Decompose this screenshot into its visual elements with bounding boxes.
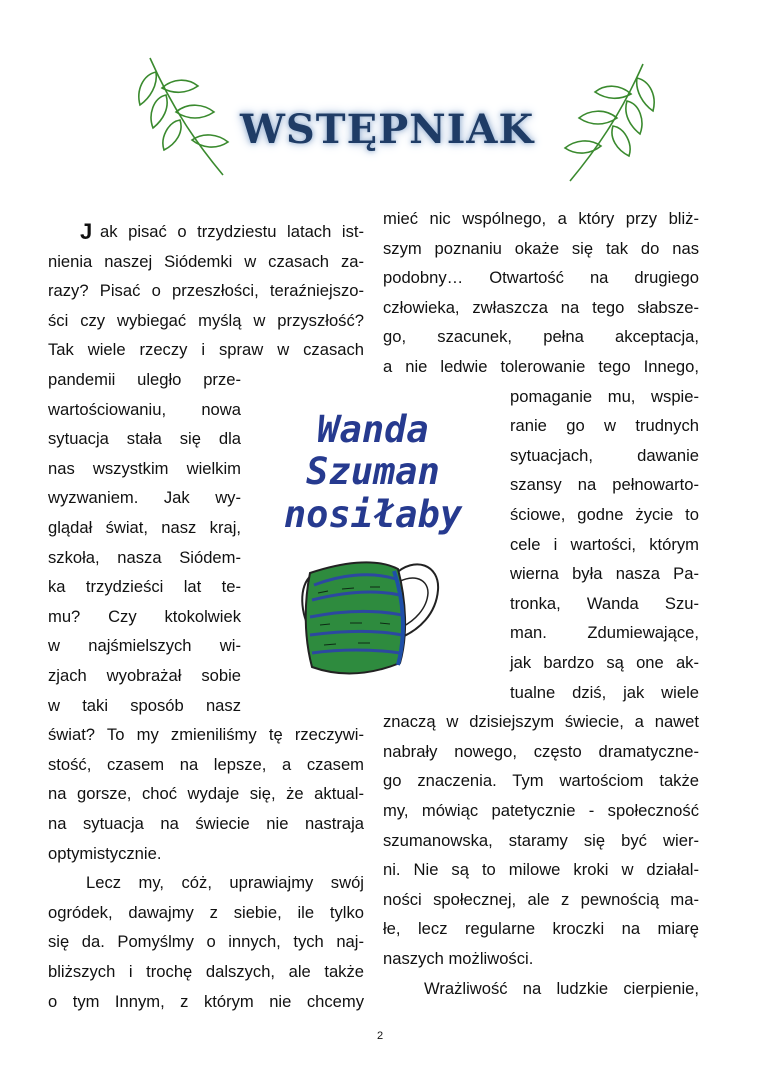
right-column-line: jak bardzo są one ak- [510, 653, 699, 672]
leaf-branch-left-icon [128, 50, 238, 180]
right-column-line: nabrały nowego, często dramatyczne- [383, 741, 699, 761]
dropcap-letter: J [80, 219, 93, 244]
page-title: WSTĘPNIAK [240, 106, 535, 153]
left-column-line: Lecz my, cóż, uprawiajmy swój [86, 873, 364, 893]
page-title-box [240, 106, 535, 162]
right-column-line: tualne dziś, jak wiele [510, 682, 699, 702]
left-column-line: ak pisać o trzydziestu latach ist- [100, 222, 364, 241]
right-column-line: ni. Nie są to milowe kroki w działal- [383, 860, 699, 880]
right-column-line: szansy na pełnowarto- [510, 475, 699, 495]
left-column-line: ka trzydzieści lat te- [48, 577, 241, 597]
art-line-2: Szuman [306, 450, 440, 493]
right-column-line: go znaczenia. Tym wartościom także [383, 771, 699, 791]
right-column-line: człowieka, zwłaszcza na tego słabsze- [383, 297, 699, 317]
left-column-line: stość, czasem na lepsze, a czasem [48, 754, 364, 774]
right-column-line: cele i wartości, którym [510, 534, 699, 554]
right-column-line: my, mówiąc patetycznie - społeczność [383, 801, 699, 820]
left-column-line: nienia naszej Siódemki w czasach za- [48, 251, 364, 271]
right-column-line: a nie ledwie tolerowanie tego Innego, [383, 357, 699, 376]
left-column-line: wartościowaniu, nowa [48, 399, 241, 419]
left-column-line: zjach wyobrażał sobie [48, 666, 241, 685]
dropcap [80, 219, 93, 244]
right-column-line: pomaganie mu, wspie- [510, 386, 699, 406]
art-line-1: Wanda [317, 408, 429, 451]
left-column-line: szkoła, nasza Siódem- [48, 547, 241, 567]
right-column-line: mieć nic wspólnego, a który przy bliż- [383, 209, 699, 228]
right-column-line: ranie go w trudnych [510, 416, 699, 436]
left-column-line: nas wszystkim wielkim [48, 458, 241, 478]
right-column-line: wierna była nasza Pa- [510, 564, 699, 584]
left-column-line: ści czy wybiegać myślą w przyszłość? [48, 310, 364, 330]
leaf-branch-right-icon [555, 56, 665, 186]
right-column-line: sytuacjach, dawanie [510, 445, 699, 465]
left-column-line: się da. Pomyślmy o innych, tych naj- [48, 932, 364, 952]
left-column-line: optymistycznie. [48, 843, 162, 863]
left-column-line: o tym Innym, z którym nie chcemy [48, 991, 364, 1011]
right-column-line: znaczą w dzisiejszym świecie, a nawet [383, 712, 699, 732]
left-column-line: na sytuacja na świecie nie nastraja [48, 814, 364, 833]
right-column-line: naszych możliwości. [383, 949, 534, 968]
right-column-line: szym poznaniu okaże się tak do nas [383, 238, 699, 258]
left-column-line: glądał świat, nasz kraj, [48, 518, 241, 537]
page-number: 2 [376, 1030, 384, 1042]
left-column-line: bliższych i trochę dalszych, ale także [48, 962, 364, 981]
left-column-line: mu? Czy ktokolwiek [48, 606, 241, 626]
right-column-line: go, szacunek, pełna akceptacja, [383, 327, 699, 347]
face-mask-icon [290, 545, 450, 680]
left-column-line: świat? To my zmieniliśmy tę rzeczywi- [48, 725, 364, 745]
left-column-line: pandemii uległo prze- [48, 370, 241, 389]
left-column-line: w najśmielszych wi- [48, 636, 241, 656]
art-line-3: nosiłaby [283, 493, 463, 536]
right-column-line: ności społecznej, ale z pewnością ma- [383, 889, 699, 909]
left-column-line: Tak wiele rzeczy i spraw w czasach [48, 340, 364, 360]
left-column-line: w taki sposób nasz [48, 695, 241, 715]
right-column-line: podobny… Otwartość na drugiego [383, 268, 699, 288]
right-column-line: szumanowska, staramy się być wier- [383, 830, 699, 850]
right-column-line: Wrażliwość na ludzkie cierpienie, [424, 978, 699, 998]
left-column-line: ogródek, dawajmy z siebie, ile tylko [48, 902, 364, 922]
left-column-line: na gorsze, choć wydaje się, że aktual- [48, 784, 364, 804]
right-column-line: ściowe, godne życie to [510, 505, 699, 524]
right-column-line: man. Zdumiewające, [510, 623, 699, 643]
left-column-line: wyzwaniem. Jak wy- [48, 488, 241, 508]
left-column-line: razy? Pisać o przeszłości, teraźniejszo- [48, 281, 364, 301]
right-column-line: łe, lecz regularne kroczki na miarę [383, 919, 699, 939]
right-column-line: tronka, Wanda Szu- [510, 593, 699, 613]
left-column-line: sytuacja stała się dla [48, 429, 241, 449]
